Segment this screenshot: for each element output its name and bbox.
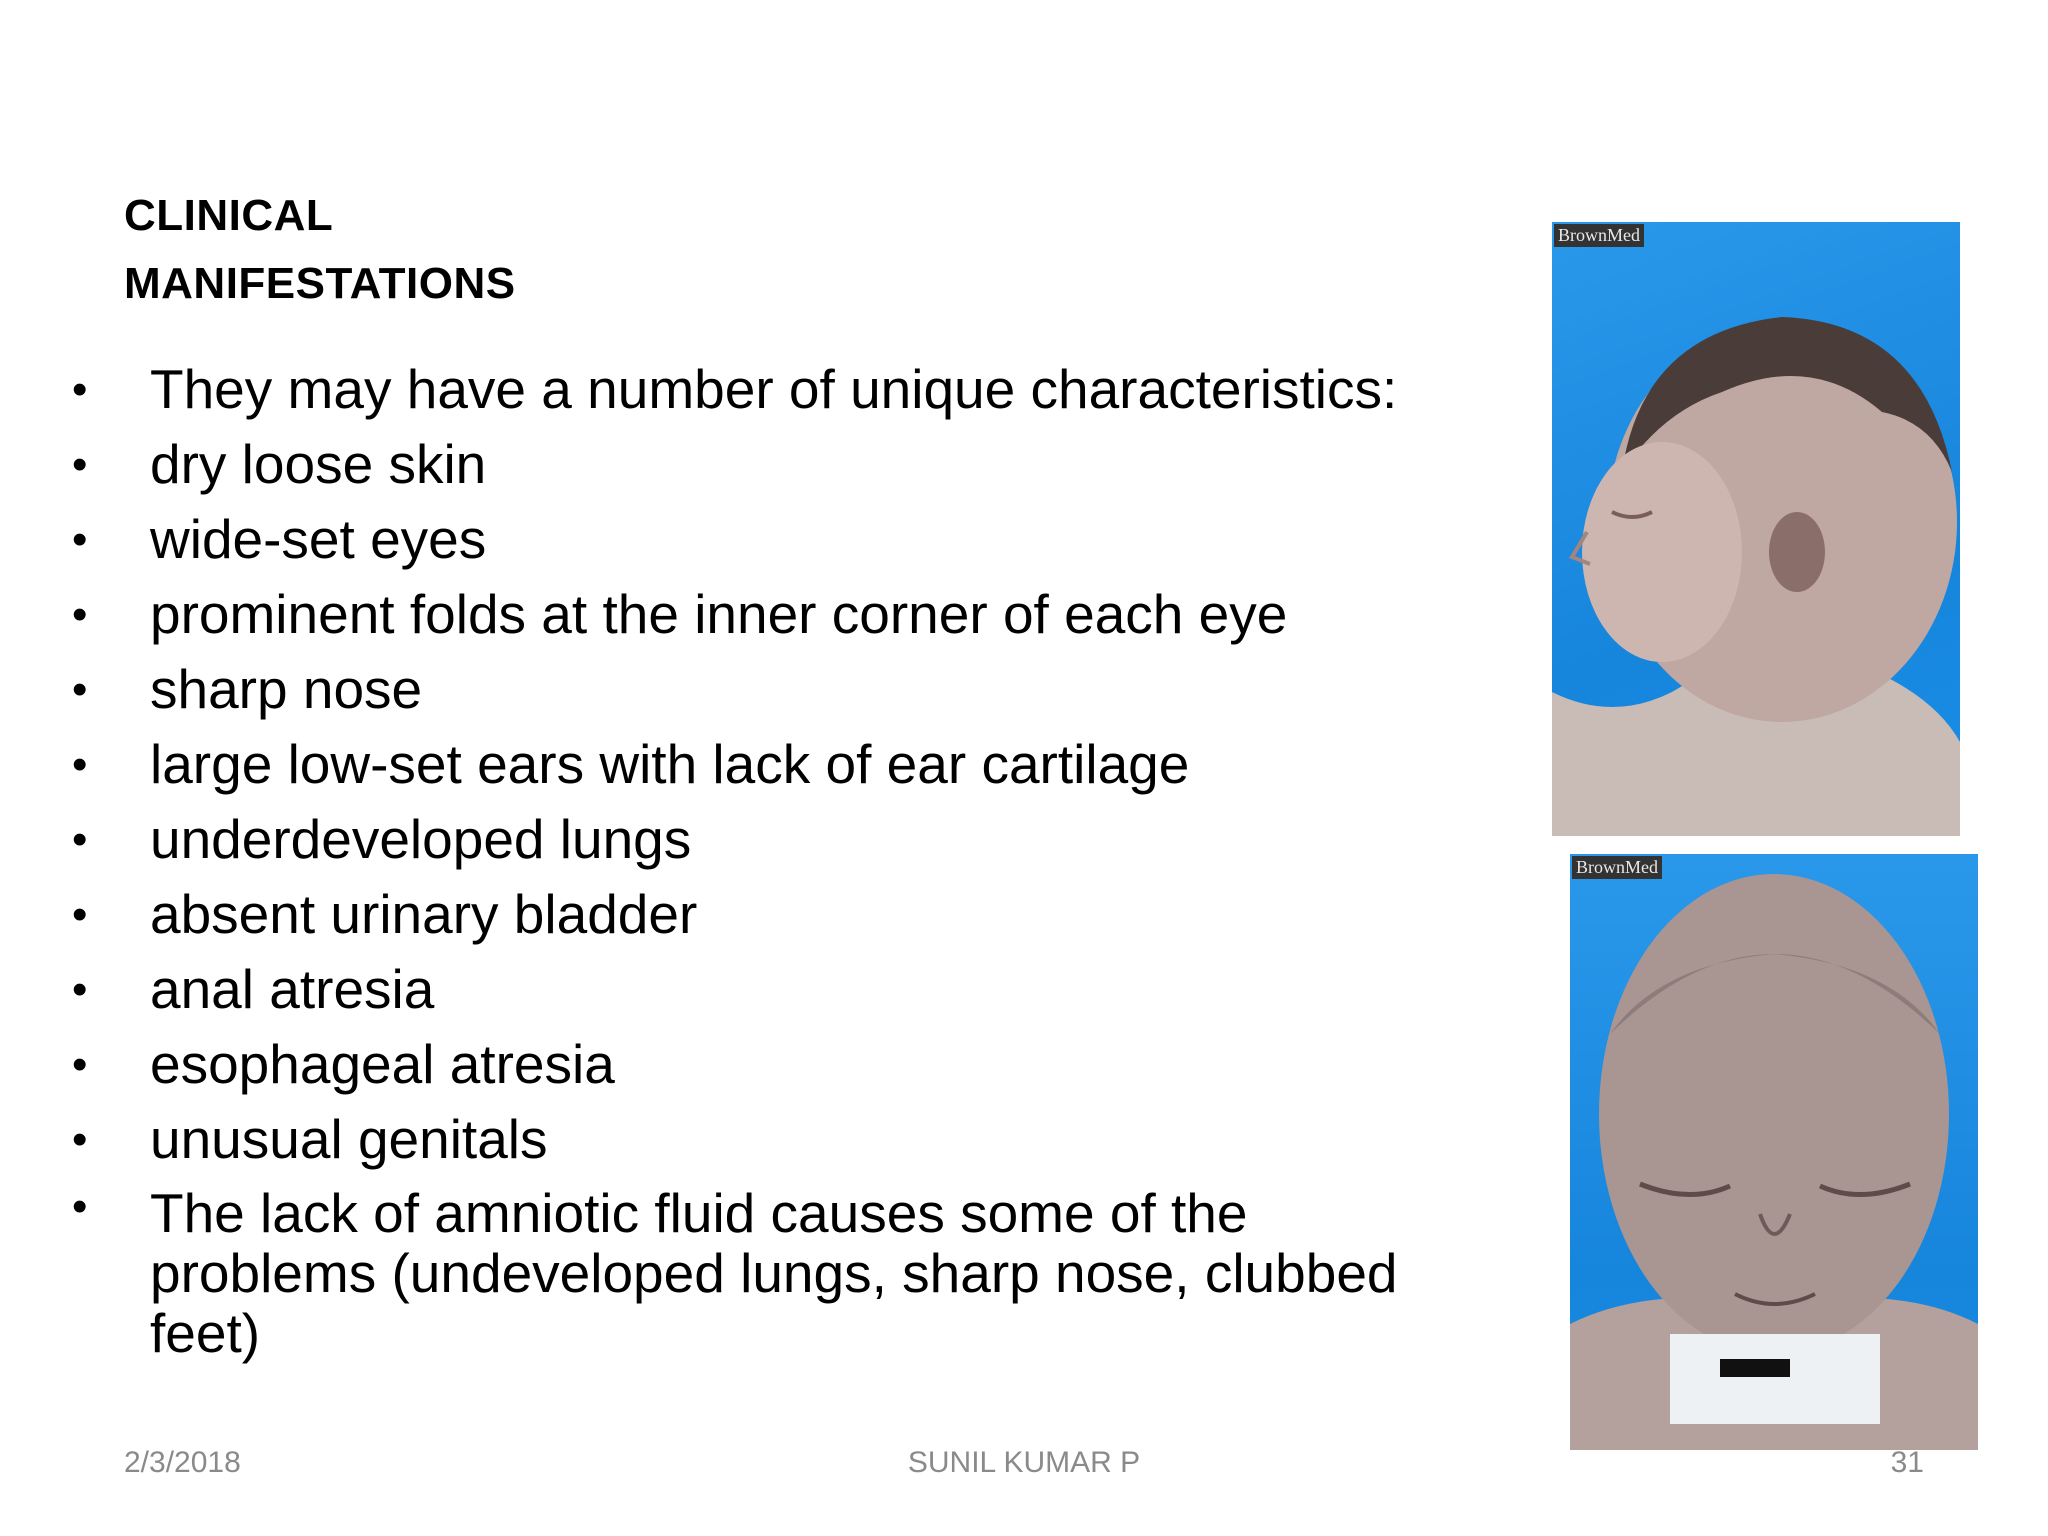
list-item: • underdeveloped lungs — [62, 802, 1482, 877]
bullet-icon: • — [72, 1115, 88, 1164]
list-item: • unusual genitals — [62, 1102, 1482, 1177]
list-item: • large low-set ears with lack of ear cartilage — [62, 727, 1482, 802]
watermark-label: BrownMed — [1572, 856, 1662, 879]
bullet-list — [62, 352, 1482, 1363]
bullet-icon: • — [72, 665, 88, 714]
bullet-icon: • — [72, 1182, 88, 1231]
title-line-1: CLINICAL — [124, 191, 334, 240]
bullet-icon: • — [72, 440, 88, 489]
bullet-icon: • — [72, 590, 88, 639]
list-item: • esophageal atresia — [62, 1027, 1482, 1102]
list-item: • anal atresia — [62, 952, 1482, 1027]
infant-frontal-photo — [1570, 854, 1978, 1450]
list-item: • dry loose skin — [62, 427, 1482, 502]
list-item: • prominent folds at the inner corner of each eye — [62, 577, 1482, 652]
list-item: • sharp nose — [62, 652, 1482, 727]
footer-date: 2/3/2018 — [124, 1446, 241, 1479]
bullet-icon: • — [72, 1040, 88, 1089]
bullet-icon: • — [72, 890, 88, 939]
footer-page-number: 31 — [1890, 1446, 1924, 1479]
bullet-icon: • — [72, 515, 88, 564]
watermark-label: BrownMed — [1554, 224, 1644, 247]
infant-profile-illustration — [1552, 222, 1960, 836]
list-item: • The lack of amniotic fluid causes some of the problems (undeveloped lungs, sharp nose, clubbed feet) — [62, 1177, 1482, 1363]
list-item: • wide-set eyes — [62, 502, 1482, 577]
list-item: • They may have a number of unique characteristics: — [62, 352, 1482, 427]
slide-title — [124, 182, 516, 318]
bullet-icon: • — [72, 965, 88, 1014]
footer-author: SUNIL KUMAR P — [907, 1446, 1141, 1479]
infant-profile-photo — [1552, 222, 1960, 836]
title-line-2: MANIFESTATIONS — [124, 259, 516, 308]
list-item: • absent urinary bladder — [62, 877, 1482, 952]
bullet-icon: • — [72, 365, 88, 414]
bullet-icon: • — [72, 815, 88, 864]
bullet-icon: • — [72, 740, 88, 789]
infant-frontal-illustration — [1570, 854, 1978, 1450]
